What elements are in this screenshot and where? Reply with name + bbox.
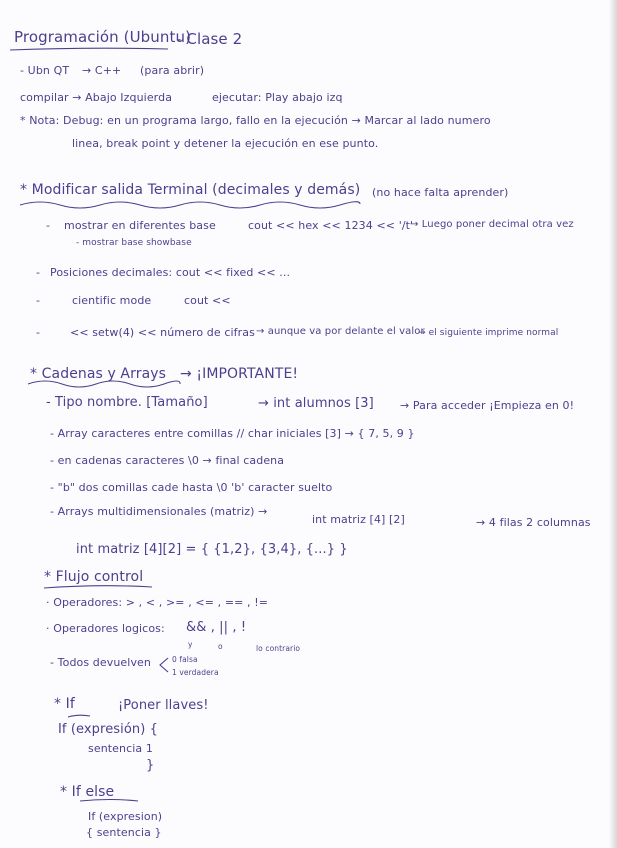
flow-return-false: 0 falsa bbox=[172, 655, 198, 664]
page-title: Programación (Ubuntu) bbox=[14, 28, 192, 46]
terminal-item-text: - mostrar base showbase bbox=[76, 238, 192, 248]
section-heading-flow: * Flujo control bbox=[44, 569, 144, 585]
section-heading-if-else: * If else bbox=[60, 784, 115, 800]
if-else-code-line1: If (expresion) bbox=[88, 810, 163, 823]
flow-operators: · Operadores: > , < , >= , <= , == , != bbox=[46, 596, 269, 609]
page-edge-shadow bbox=[609, 0, 617, 848]
if-code-line3: } bbox=[146, 758, 155, 773]
terminal-item-code: → aunque va por delante el valor bbox=[256, 326, 425, 337]
section-heading-terminal: * Modificar salida Terminal (decimales y demás) bbox=[20, 182, 361, 198]
flow-logic-and: y bbox=[188, 640, 193, 649]
intro-note-line2: linea, break point y detener la ejecución en ese punto. bbox=[72, 137, 379, 150]
intro-line2-b: ejecutar: Play abajo izq bbox=[212, 91, 343, 104]
terminal-item-note: → Luego poner decimal otra vez bbox=[410, 219, 574, 230]
flow-return-true: 1 verdadera bbox=[172, 668, 219, 677]
section-aside-terminal: (no hace falta aprender) bbox=[372, 186, 509, 199]
flow-logic-or: o bbox=[218, 642, 223, 651]
arrays-item-code: → int alumnos [3] bbox=[258, 396, 374, 411]
section-heading-arrays: * Cadenas y Arrays bbox=[30, 366, 167, 382]
if-code-line1: If (expresión) { bbox=[58, 722, 159, 737]
terminal-item-text: Posiciones decimales: cout << fixed << ... bbox=[50, 266, 291, 279]
intro-note-line1: * Nota: Debug: en un programa largo, fallo en la ejecución → Marcar al lado numero bbox=[20, 114, 491, 127]
terminal-item-note: → el siguiente imprime normal bbox=[418, 328, 559, 338]
class-label: - Clase 2 bbox=[176, 30, 243, 48]
terminal-item-text: mostrar en diferentes base bbox=[64, 219, 216, 232]
if-code-line2: sentencia 1 bbox=[88, 742, 153, 755]
if-else-code-line2: { sentencia } bbox=[86, 826, 162, 839]
section-heading-if: * If bbox=[54, 696, 75, 712]
terminal-item-text: cientific mode bbox=[72, 294, 152, 307]
arrays-item-text: int matriz [4][2] = { {1,2}, {3,4}, {...} } bbox=[76, 542, 348, 557]
flow-logic-label: · Operadores logicos: bbox=[46, 622, 165, 635]
intro-line1-b: → C++ bbox=[82, 64, 122, 77]
intro-line1-a: - Ubn QT bbox=[20, 64, 70, 77]
arrays-item-note: → Para acceder ¡Empieza en 0! bbox=[400, 399, 575, 412]
arrays-item-note: → 4 filas 2 columnas bbox=[476, 516, 591, 529]
arrays-item-text: - Array caracteres entre comillas // char iniciales [3] → { 7, 5, 9 } bbox=[50, 427, 415, 440]
arrays-item-code: int matriz [4] [2] bbox=[312, 513, 405, 526]
flow-logic-ops: && , || , ! bbox=[186, 620, 247, 635]
if-aside: ¡Poner llaves! bbox=[118, 698, 209, 713]
terminal-item-bullet: - bbox=[36, 326, 41, 339]
intro-line1-c: (para abrir) bbox=[140, 64, 205, 77]
flow-returns: - Todos devuelven bbox=[50, 656, 151, 669]
terminal-item-code: cout << hex << 1234 << '/t' bbox=[248, 219, 414, 232]
arrays-item-text: - Arrays multidimensionales (matriz) → bbox=[50, 505, 268, 518]
important-label: → ¡IMPORTANTE! bbox=[180, 366, 299, 382]
arrays-item-text: - "b" dos comillas cade hasta \0 'b' caracter suelto bbox=[50, 481, 333, 494]
flow-logic-not: lo contrario bbox=[256, 644, 301, 653]
terminal-item-bullet: - bbox=[36, 294, 41, 307]
terminal-item-code: cout << bbox=[184, 294, 231, 307]
intro-line2-a: compilar → Abajo Izquierda bbox=[20, 91, 173, 104]
arrays-item-text: - Tipo nombre. [Tamaño] bbox=[46, 395, 208, 410]
arrays-item-text: - en cadenas caracteres \0 → final cadena bbox=[50, 454, 285, 467]
terminal-item-bullet: - bbox=[46, 219, 51, 232]
terminal-item-bullet: - bbox=[36, 266, 41, 279]
terminal-item-text: << setw(4) << número de cifras bbox=[70, 326, 255, 339]
